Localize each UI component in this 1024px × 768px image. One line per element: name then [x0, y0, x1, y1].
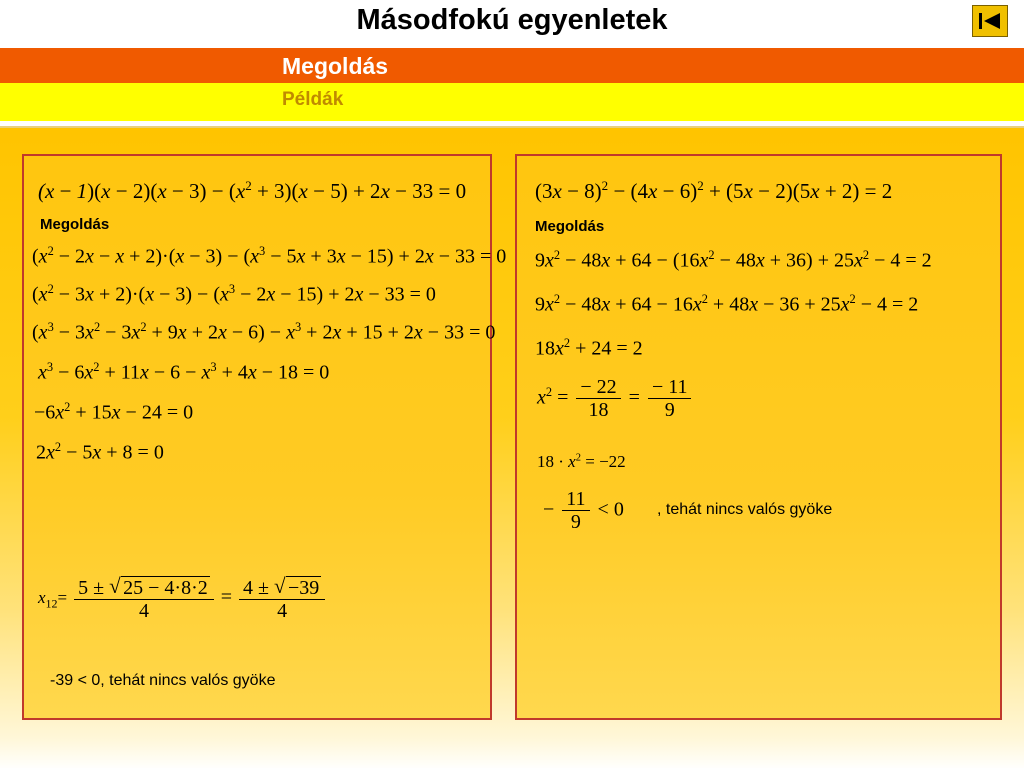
right-step-1: $9x^2 - 48x + 64 - (16x^2 - 48x + 36) + 25x^2 - 4 = 2$ [535, 248, 932, 272]
section-bar-examples-label: Példák [282, 89, 344, 110]
right-problem: $(3x - 8)^2 - (4x - 6)^2 + (5x - 2)(5x + 2) = 2$ [535, 178, 893, 203]
back-to-start-button[interactable] [972, 5, 1008, 37]
section-bar-examples [0, 83, 1024, 121]
example-panel-left [22, 154, 507, 720]
left-step-4: $x^3 - 6x^2 + 11x - 6 - x^3 + 4x - 18 = 0$ [38, 360, 330, 384]
right-step-2: $9x^2 - 48x + 64 - 16x^2 + 48x - 36 + 25x^2 - 4 = 2$ [535, 292, 919, 316]
right-conclusion: , tehát nincs valós gyöke [657, 501, 833, 518]
right-check: $18 \cdot x^2 = -22$ [537, 452, 626, 471]
right-step-3: $18x^2 + 24 = 2$ [535, 336, 643, 360]
left-step-2: $(x^2 - 3x + 2)\cdot(x - 3) - (x^3 - 2x - 15) + 2x - 33 = 0$ [32, 282, 436, 306]
left-step-6: $2x^2 - 5x + 8 = 0$ [36, 440, 164, 464]
left-conclusion: -39 < 0, tehát nincs valós gyöke [50, 672, 276, 689]
left-solution-label: Megoldás [40, 216, 110, 233]
right-result: $x^2$ = $\frac{- 22}{18}$ = $\frac{- 11}{9}$ [537, 376, 694, 422]
left-step-5: $-6x^2 + 15x - 24 = 0$ [34, 400, 194, 424]
title-row [0, 0, 1024, 48]
left-step-3: $(x^3 - 3x^2 - 3x^2 + 9x + 2x - 6) - x^3 + 2x + 15 + 2x - 33 = 0$ [32, 320, 496, 344]
content-area [0, 126, 1024, 768]
right-solution-label: Megoldás [535, 218, 605, 235]
back-to-start-icon [979, 13, 1001, 29]
page-title: Másodfokú egyenletek [356, 4, 668, 36]
example-panel-right [515, 154, 1002, 720]
left-step-1: $(x^2 - 2x - x + 2)\cdot(x - 3) - (x^3 - 5x + 3x - 15) + 2x - 33 = 0$ [32, 244, 507, 268]
right-final-inequality: − $\frac{11}{9}$ < 0 [543, 488, 624, 534]
left-quadratic-formula: $x_{12}=$ $\frac{5 \pm √ 25 - 4\cdot 8\cdot 2}{4}$ = $\frac{4 \pm √ -39}{4}$ [38, 576, 328, 623]
section-bar-solution-label: Megoldás [282, 53, 389, 79]
section-bar-solution [0, 48, 1024, 83]
left-problem: $(x - 1)(x - 2)(x - 3) - (x^2 + 3)(x - 5) + 2x - 33 = 0$ [38, 178, 467, 203]
